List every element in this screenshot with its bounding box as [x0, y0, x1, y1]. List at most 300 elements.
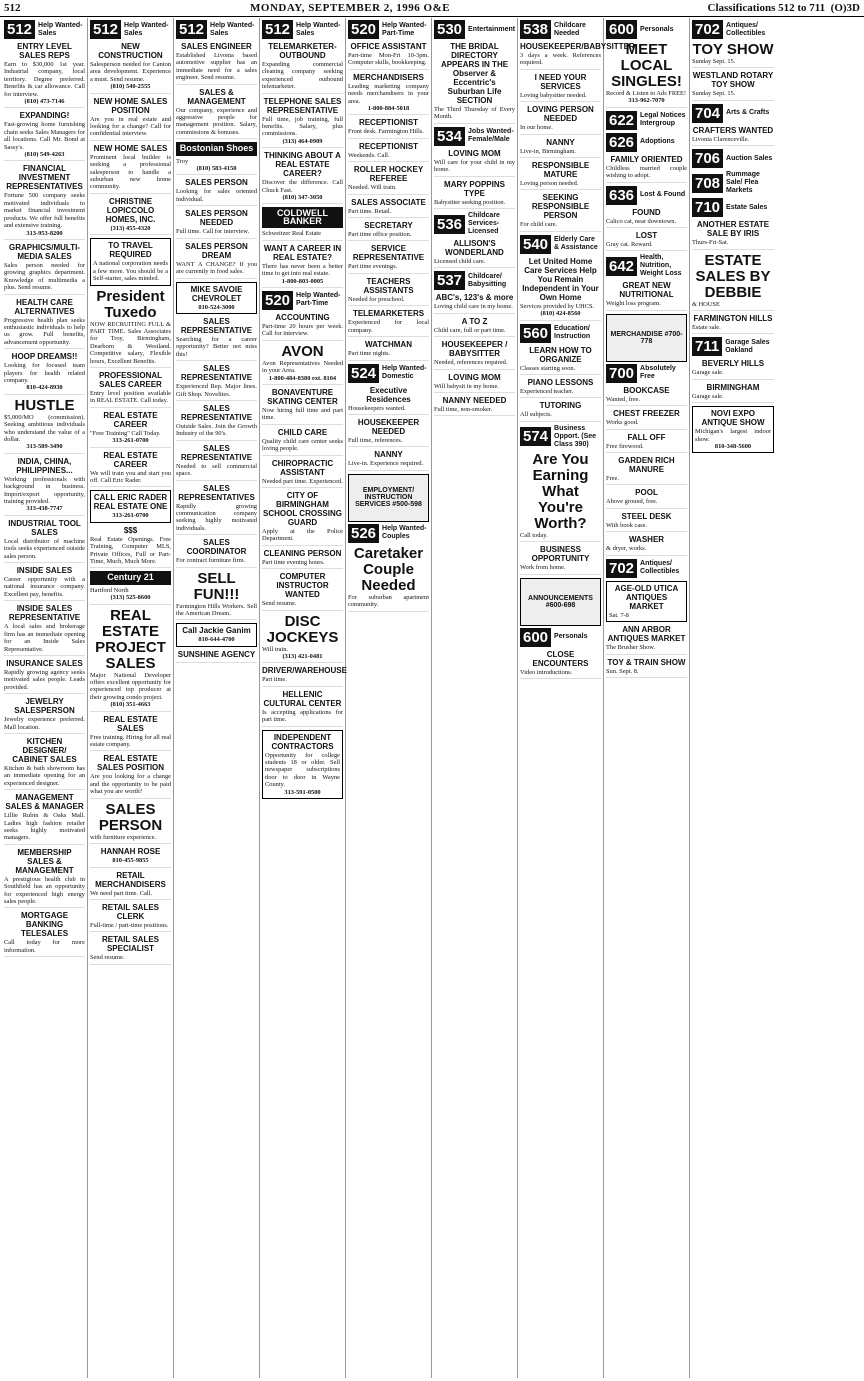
section-header [692, 198, 774, 217]
classified-columns [2, 18, 862, 1378]
ad-headline: WASHER [628, 535, 665, 545]
classified-column [174, 18, 260, 1378]
section-header [692, 104, 774, 123]
section-title: Help Wanted-Sales [38, 21, 83, 37]
ad-body: Michigan's largest indoor show. [695, 428, 771, 443]
ad-body: With book case. [606, 521, 648, 529]
ad-body: Salesperson needed for Canton area development. Experience a must. Send resume. [90, 61, 171, 83]
classified-ad [348, 546, 429, 612]
ad-headline: SECRETARY [364, 221, 413, 231]
ad-headline: SALES REPRESENTATIVE [180, 316, 253, 335]
classified-ad [606, 433, 687, 453]
ad-body: Weight loss program. [606, 300, 661, 308]
ad-headline: ALLISON'S WONDERLAND [445, 239, 504, 258]
section-title: Help Wanted-Sales [124, 21, 169, 37]
ad-headline: SALES REPRESENTATIVE [180, 443, 253, 462]
classified-ad [4, 848, 85, 909]
ad-body: Licensed child care. [434, 258, 486, 266]
ad-body: Weekends. Call. [348, 151, 390, 159]
ad-body: WANT A CHANGE? If you are currently in food sales. [176, 260, 257, 276]
classified-column [346, 18, 432, 1378]
classified-ad [176, 282, 257, 314]
ad-headline: THINKING ABOUT A REAL ESTATE CAREER? [264, 151, 341, 179]
classified-ad [520, 193, 601, 231]
ad-body: All subjects. [520, 411, 552, 419]
classified-ad [520, 650, 601, 679]
ad-body: Full time, references. [348, 436, 403, 444]
ad-body: Calico cat, near downtown. [606, 217, 677, 225]
section-number: 540 [520, 235, 551, 254]
ad-body: Earn to $30,000 1st year. Industrial company, local territory. Degree preferred. Benefits & car allowance. Call for interview. [4, 61, 85, 98]
classified-ad [176, 623, 257, 646]
classified-ad [176, 142, 257, 175]
section-header [520, 425, 601, 449]
classified-ad [520, 257, 601, 321]
section-graphic [348, 474, 429, 522]
ad-headline: TELEPHONE SALES REPRESENTATIVE [263, 96, 342, 115]
ad-headline: CLOSE ENCOUNTERS [532, 649, 589, 668]
ad-body: Free firewood. [606, 442, 644, 450]
ad-headline: EXPANDING! [19, 111, 70, 121]
ad-phone: 810-455-9855 [112, 857, 149, 865]
classified-ad [176, 650, 257, 663]
ad-body: Kitchen & bath showroom has an immediate opening for an experienced designer. [4, 764, 85, 787]
ad-headline: Let United Home Care Services Help You Remain Independent in Your Own Home [522, 256, 599, 302]
ad-headline: HOUSEKEEPER/BABYSITTER [520, 42, 635, 51]
ad-body: Loving person needed. [520, 180, 579, 188]
ad-body: Troy [176, 157, 189, 165]
classified-ad [4, 164, 85, 239]
classified-ad [4, 519, 85, 563]
classified-ad [348, 142, 429, 162]
ad-phone: 810-424-8930 [26, 384, 63, 392]
ad-phone: (810) 424-8560 [540, 310, 581, 318]
ad-headline: REAL ESTATE PROJECT SALES [95, 606, 166, 672]
classified-ad [520, 42, 635, 70]
ad-body: Are you in real estate and looking for a change? Call for confidential interview. [90, 115, 171, 138]
ad-headline: FAMILY ORIENTED [610, 154, 683, 164]
classified-ad [90, 238, 171, 285]
ad-body: Jewelry experience preferred. Mall location. [4, 716, 85, 731]
ad-body: Estate sale. [692, 324, 721, 332]
ad-headline: ANOTHER ESTATE SALE BY IRIS [696, 220, 770, 239]
ad-body: Full time, job training, full benefits. Salary, plus commissions. [262, 115, 343, 138]
ad-phone: 810-524-3000 [198, 303, 235, 311]
classified-ad [90, 197, 171, 235]
advertiser-logo: Century 21 [90, 571, 171, 584]
ad-body: Needed, references required. [434, 359, 508, 367]
ad-body: Expanding commercial cleaning company seeking experienced outbound telemarketer. [262, 61, 343, 91]
ad-body: "Free Training" Call Today. [90, 429, 161, 437]
ad-body: Housekeepers wanted. [348, 404, 406, 412]
section-header [348, 364, 429, 383]
ad-body: Needed part time. Experienced. [262, 477, 343, 485]
ad-headline: MANAGEMENT SALES & MANAGER [5, 793, 84, 812]
ad-body: $5,000/MO (commission). Seeking ambitious individuals who understand the value of a dollar. [4, 413, 85, 443]
ad-headline: INDEPENDENT CONTRACTORS [271, 732, 334, 751]
section-title: Health, Nutrition, Weight Loss [640, 254, 682, 278]
ad-headline: SALES ENGINEER [181, 42, 252, 51]
classified-ad [90, 526, 171, 569]
ad-phone: (810) 583-4150 [196, 165, 237, 173]
ad-headline: NEW HOME SALES [93, 143, 168, 153]
classified-ad [176, 88, 257, 140]
ad-body: Working professionals with background in business. Import/export opportunity, training provided. [4, 475, 85, 506]
section-number: 538 [520, 20, 551, 39]
section-number: 710 [692, 198, 723, 217]
classified-ad [90, 608, 171, 712]
ad-headline: $$$ [123, 525, 138, 535]
section-header [90, 20, 171, 39]
classified-ad [90, 411, 171, 448]
ad-body: Full time. Call for interview. [176, 228, 250, 236]
ad-headline: KITCHEN DESIGNER/ CABINET SALES [12, 736, 77, 764]
section-title: Jobs Wanted-Female/Male [468, 128, 514, 144]
classified-ad [176, 444, 257, 481]
classified-ad [348, 73, 429, 116]
ad-headline: President Tuxedo [96, 287, 165, 321]
ad-body: Farmington Hills Workers. Sell the American Dream. [176, 602, 257, 617]
section-title: Personals [640, 25, 674, 33]
classified-ad [520, 545, 601, 574]
section-header [606, 20, 687, 39]
ad-body: Record & Listen to Ads FREE! [606, 90, 687, 97]
ad-body: Apply at the Police Department. [262, 527, 343, 543]
section-header [606, 559, 687, 578]
ad-headline: THE BRIDAL DIRECTORY APPEARS IN THE Observer & Eccentric's Suburban Life SECTION [440, 42, 509, 105]
section-title: Lost & Found [640, 191, 686, 199]
classified-ad [90, 715, 171, 752]
ad-body: Livonia Clarenceville. [692, 135, 750, 143]
ad-headline: CHEST FREEZER [613, 409, 680, 419]
classified-ad [90, 289, 171, 368]
ad-body: We will train you and start you off. Call Eric Rader. [90, 469, 171, 484]
section-title: Estate Sales [726, 203, 768, 211]
classified-ad [520, 378, 601, 398]
classified-ad [262, 388, 343, 425]
ad-headline: CALL ERIC RADER REAL ESTATE ONE [93, 493, 168, 512]
ad-body: Part time. [262, 676, 287, 684]
ad-body: Classes starting soon. [520, 364, 576, 372]
classified-ad [606, 456, 687, 485]
section-number: 520 [348, 20, 379, 39]
ad-headline: OFFICE ASSISTANT [350, 42, 427, 51]
classified-ad [4, 243, 85, 295]
ad-headline: TELEMARKETERS [352, 309, 425, 319]
ad-headline: RECEPTIONIST [358, 118, 419, 128]
classified-ad [262, 666, 347, 686]
section-header [4, 20, 85, 39]
section-title: Antiques/ Collectibles [726, 21, 766, 37]
ad-body: Part time nights. [348, 350, 391, 358]
ad-headline: INSURANCE SALES [6, 658, 83, 668]
ad-phone: (313) 421-0481 [282, 653, 323, 660]
ad-body: For contract furniture firm. [176, 557, 246, 565]
classified-ad [348, 418, 429, 447]
ad-headline: MIKE SAVOIE CHEVROLET [190, 284, 243, 303]
ad-body: Loving child care in my home. [434, 303, 513, 311]
classified-ad [606, 512, 687, 532]
classified-ad [692, 406, 774, 453]
ad-body: Work from home. [520, 564, 566, 572]
section-title: Childcare Needed [554, 21, 586, 37]
classified-ad [348, 309, 429, 337]
ad-body: Prominent local builder is seeking a professional salesperson to handle a suburban new home community. [90, 153, 171, 191]
classified-ad [4, 42, 85, 108]
ad-headline: WANT A CAREER IN REAL ESTATE? [263, 243, 342, 262]
classified-ad [606, 386, 687, 406]
section-title: Help Wanted-Sales [210, 21, 255, 37]
ad-body: Established Livonia based automotive supplier has an immediate need for a sales engineer. Send resume. [176, 52, 257, 82]
ad-headline: TUTORING [539, 401, 582, 411]
ad-headline: ESTATE SALES BY DEBBIE [695, 251, 771, 301]
classified-ad [90, 754, 171, 798]
ad-headline: Call Jackie Ganim [182, 626, 251, 636]
ad-headline: MEMBERSHIP SALES & MANAGEMENT [15, 847, 74, 875]
ad-body: Part time evenings. [348, 263, 398, 271]
ad-headline: SALES COORDINATOR [186, 538, 247, 557]
classified-ad [4, 659, 85, 694]
classified-ad [4, 352, 85, 395]
classified-ad [434, 373, 515, 393]
classified-ad [262, 572, 343, 610]
classified-ad [348, 244, 429, 273]
ad-body: Discover the difference. Call Chuck Fast. [262, 179, 343, 194]
advertiser-logo: Bostonian Shoes [176, 142, 257, 155]
classified-ad [90, 903, 171, 932]
classified-ad [606, 535, 687, 555]
ad-headline: SELL FUN!!! [193, 569, 240, 603]
ad-body: Part time evening hours. [262, 558, 325, 566]
ad-body: A prestigious health club in Southfield has an opportunity for experienced high energy sales people. [4, 875, 85, 905]
ad-headline: RETAIL SALES SPECIALIST [101, 935, 160, 954]
classified-ad [692, 359, 774, 379]
classified-ad [176, 538, 257, 567]
classified-ad [262, 244, 343, 288]
ad-headline: GARDEN RICH MANURE [618, 456, 675, 475]
classified-column [2, 18, 88, 1378]
section-title: Business Opport. (See Class 390) [554, 424, 597, 448]
ad-headline: CHRISTINE LOPICCOLO HOMES, INC. [105, 196, 156, 224]
ad-headline: NANNY [374, 450, 403, 460]
section-title: Legal Notices Intergroup [640, 112, 686, 128]
ad-headline: SUNSHINE AGENCY [177, 649, 256, 659]
ad-headline: HOUSEKEEPER / BABYSITTER [441, 340, 508, 359]
section-number: 537 [434, 271, 465, 290]
ad-body: Send resume. [262, 600, 297, 608]
classified-ad [4, 398, 85, 454]
ad-body: Is accepting applications for part time. [262, 708, 343, 724]
classified-ad [262, 491, 343, 546]
classified-ad [4, 566, 85, 601]
ad-body: Are you looking for a change and the opportunity to be paid what you are worth? [90, 773, 171, 796]
ad-body: Part time. Retail. [348, 207, 392, 215]
classified-ad [606, 488, 687, 508]
ad-body: Live-in, Birmingham. [520, 147, 576, 155]
section-graphic-label: MERCHANDISE #700-778 [610, 330, 683, 345]
section-header [348, 524, 429, 543]
section-title: Help Wanted-Domestic [382, 365, 427, 380]
ad-headline: NANNY [546, 137, 575, 147]
section-title: Help Wanted-Sales [296, 21, 341, 37]
section-header [520, 628, 601, 647]
ad-headline: REAL ESTATE SALES POSITION [96, 754, 165, 773]
ad-body: Now hiring full time and part time. [262, 406, 343, 422]
ad-body: 3 days a week. References required. [520, 52, 601, 67]
ad-body: Hartford North [90, 586, 129, 594]
ad-body: Entry level position available in REAL ESTATE. Call today. [90, 389, 171, 405]
section-header [348, 20, 429, 39]
ad-headline: BOOKCASE [623, 385, 670, 395]
classified-ad [434, 317, 515, 337]
ad-headline: LEARN HOW TO ORGANIZE [529, 345, 592, 364]
classified-ad [4, 457, 85, 516]
ad-body: Looking for focused team players for health related company. [4, 362, 85, 384]
ad-headline: CHIROPRACTIC ASSISTANT [271, 458, 334, 477]
ad-headline: GREAT NEW NUTRITIONAL [619, 281, 674, 300]
classified-ad [434, 42, 515, 124]
section-title: Education/ Instruction [554, 325, 591, 341]
ad-headline: STEEL DESK [621, 511, 672, 521]
ad-headline: COMPUTER INSTRUCTOR WANTED [276, 572, 329, 600]
ad-body: Needed. Will train. [348, 184, 397, 192]
classified-ad [90, 42, 171, 94]
classified-ad [520, 73, 601, 102]
classified-ad [606, 231, 687, 251]
ad-headline: SALES REPRESENTATIVES [178, 483, 255, 502]
section-title: Personals [554, 633, 588, 641]
section-number: 700 [606, 364, 637, 383]
section-header [520, 324, 601, 343]
ad-body: Full time, non-smoker. [434, 406, 493, 414]
ad-phone: 810-644-4700 [198, 636, 235, 644]
classified-ad [4, 111, 85, 161]
ad-body: Leading marketing company needs merchandisers in your area. [348, 82, 429, 105]
section-number: 622 [606, 111, 637, 130]
section-title: Garage Sales Oakland [725, 338, 770, 354]
section-number: 520 [262, 291, 293, 310]
classified-ad [606, 281, 687, 310]
section-title: Auction Sales [726, 154, 773, 162]
ad-headline: SALES REPRESENTATIVE [180, 403, 253, 422]
section-title: Elderly Care & Assistance [554, 236, 598, 252]
ad-headline: NEW HOME SALES POSITION [93, 96, 168, 115]
ad-body: Will babysit in my home. [434, 382, 499, 390]
ad-body: For suburban apartment community. [348, 593, 429, 609]
ad-headline: CITY OF BIRMINGHAM SCHOOL CROSSING GUARD [263, 490, 342, 527]
classified-ad [90, 802, 171, 844]
ad-headline: INSIDE SALES [16, 566, 73, 576]
ad-phone: 313-589-3490 [26, 443, 63, 451]
ad-body: A local sales and brokerage firm has an immediate opening for an Inside Sales Representative. [4, 623, 85, 653]
ad-headline: SERVICE REPRESENTATIVE [352, 244, 425, 263]
ad-headline: SALES PERSON NEEDED [185, 209, 248, 228]
ad-headline: NOVI EXPO ANTIQUE SHOW [701, 409, 765, 428]
ad-headline: DISC JOCKEYS [266, 612, 339, 646]
ad-headline: LOVING MOM [448, 148, 501, 158]
classified-ad [606, 208, 687, 228]
classified-column [690, 18, 776, 1378]
classified-ad [434, 180, 515, 209]
classified-ad [606, 625, 687, 654]
section-number: 706 [692, 149, 723, 168]
classified-ad [90, 935, 171, 964]
ad-body: with furniture experience. [90, 833, 157, 841]
ad-headline: HEALTH CARE ALTERNATIVES [14, 297, 75, 316]
ad-headline: SALES & MANAGEMENT [187, 87, 246, 106]
classified-ad [606, 409, 687, 429]
ad-headline: SALES REPRESENTATIVE [180, 364, 253, 383]
ad-body: Will care for your child in my home. [434, 158, 515, 174]
ad-body: Rapidly growing communication company seeking highly motivated individuals. [176, 502, 257, 532]
ad-headline: SALES PERSON [98, 800, 163, 834]
classified-column [88, 18, 174, 1378]
ad-phone: (810) 351-4663 [110, 701, 151, 709]
section-header [692, 20, 774, 39]
ad-phone: 1-800-884-5018 [367, 105, 410, 113]
ad-phone: 313-261-0700 [112, 437, 149, 445]
classified-ad [262, 151, 343, 204]
ad-headline: NANNY NEEDED [442, 396, 507, 406]
ad-body: Experienced for local company. [348, 319, 429, 334]
section-graphic [606, 314, 687, 362]
ad-headline: PIANO LESSONS [527, 378, 594, 388]
ad-body: A national corporation needs a few more. You should be a Self-starter, sales minded. [93, 260, 168, 283]
masthead-right [708, 2, 860, 14]
ad-headline: REAL ESTATE SALES [103, 714, 158, 733]
ad-body: Free. [606, 475, 619, 483]
ad-headline: BIRMINGHAM [706, 382, 760, 392]
ad-body: Childless married couple wishing to adopt. [606, 164, 687, 180]
ad-body: Avon Representatives Needed in your Area. [262, 359, 343, 375]
ad-body: Free training. Hiring for all real estate company. [90, 733, 171, 749]
ad-headline: DRIVER/WAREHOUSE [262, 666, 347, 676]
ad-body: Above ground, free. [606, 498, 658, 506]
ad-headline: NEW CONSTRUCTION [98, 42, 163, 60]
section-title: Rummage Sale/ Flea Markets [726, 171, 760, 195]
ad-body: For child care. [520, 221, 558, 229]
ad-headline: RESPONSIBLE MATURE [531, 161, 590, 180]
masthead-classifications: Classifications 512 to 711 [707, 2, 826, 14]
ad-headline: HOOP DREAMS!! [11, 352, 78, 362]
classified-ad [692, 42, 774, 68]
ad-body: Services provided by UHCS. [520, 302, 595, 310]
classified-ad [606, 155, 687, 183]
section-number: 702 [692, 20, 723, 39]
ad-body: Real Estate Openings. Free Training, Computer MLS, Private Offices, Full or Part-Time, Much, Much More. [90, 535, 171, 565]
section-header [606, 133, 687, 152]
ad-body: Needed to sell commercial space. [176, 462, 257, 478]
ad-headline: RETAIL SALES CLERK [101, 902, 160, 921]
ad-headline: I NEED YOUR SERVICES [534, 72, 587, 91]
ad-headline: JEWELRY SALESPERSON [14, 697, 75, 716]
ad-body: We need part time. Call. [90, 889, 152, 897]
ad-headline: LOST [635, 231, 658, 241]
section-graphic-label: ANNOUNCEMENTS #600-698 [528, 594, 593, 609]
ad-headline: REAL ESTATE CAREER [103, 450, 158, 469]
section-graphic-label: EMPLOYMENT/ INSTRUCTION SERVICES #500-598 [355, 487, 422, 509]
classified-ad [434, 293, 515, 313]
classified-ad [692, 314, 774, 334]
ad-headline: RETAIL MERCHANDISERS [95, 870, 166, 889]
masthead [0, 0, 864, 17]
ad-body: Looking for sales oriented individual. [176, 188, 257, 203]
section-number: 711 [692, 337, 722, 356]
classified-ad [520, 161, 601, 190]
ad-body: Career opportunity with a national insurance company. Excellent pay, benefits. [4, 576, 85, 598]
ad-phone: (810) 549-4263 [24, 151, 65, 159]
classified-column [432, 18, 518, 1378]
